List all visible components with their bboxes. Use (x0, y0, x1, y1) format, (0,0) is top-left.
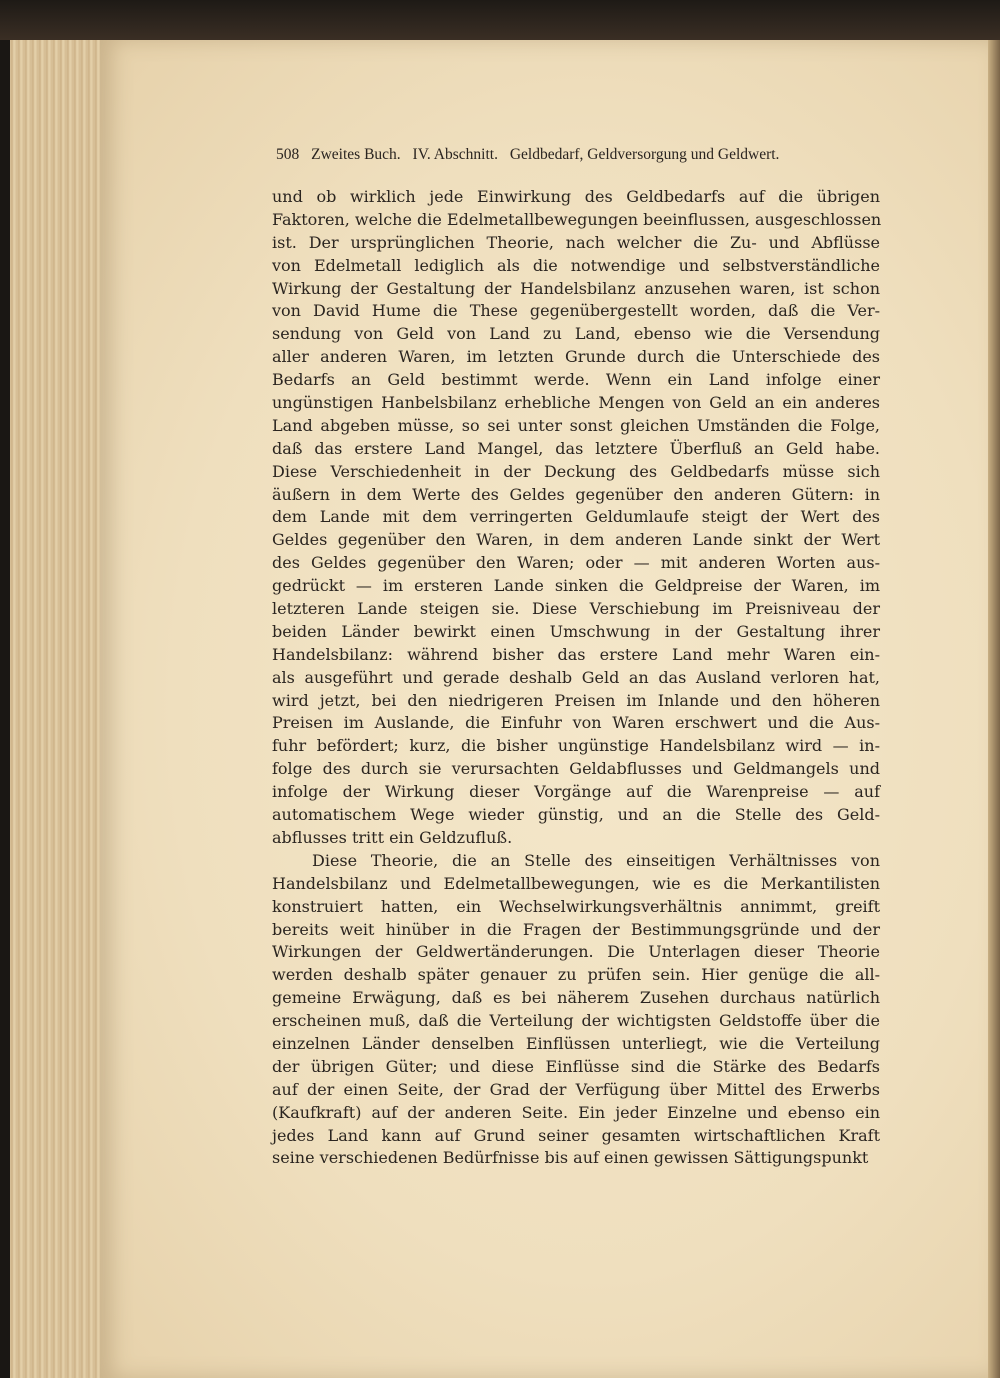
text-line: sendung von Geld von Land zu Land, ebenso wie die Versendung (272, 324, 880, 344)
header-section: IV. Abschnitt. (412, 146, 498, 163)
body-text (272, 186, 880, 1170)
paragraph-1 (272, 186, 880, 850)
text-line: automatischem Wege wieder günstig, und an die Stelle des Geld- (272, 805, 880, 825)
text-line: erscheinen muß, daß die Verteilung der wichtigsten Geldstoffe über die (272, 1011, 880, 1031)
text-line: gemeine Erwägung, daß es bei näherem Zusehen durchaus natürlich (272, 988, 880, 1008)
text-line: werden deshalb später genauer zu prüfen sein. Hier genüge die all- (272, 965, 880, 985)
text-line: und ob wirklich jede Einwirkung des Geldbedarfs auf die übrigen (272, 187, 880, 206)
text-line: seine verschiedenen Bedürfnisse bis auf einen gewissen Sättigungspunkt (272, 1148, 869, 1168)
text-line: auf der einen Seite, der Grad der Verfügung über Mittel des Erwerbs (272, 1079, 880, 1099)
text-line: ungünstigen Hanbelsbilanz erhebliche Mengen von Geld an ein anderes (272, 393, 880, 413)
book-spine (0, 40, 10, 1378)
text-line: Land abgeben müsse, so sei unter sonst gleichen Umständen die Folge, (272, 415, 880, 435)
text-line: Handelsbilanz und Edelmetallbewegungen, wie es die Merkantilisten (272, 873, 880, 893)
text-line: konstruiert hatten, ein Wechselwirkungsverhältnis annimmt, greift (272, 896, 880, 916)
page-edges (10, 40, 111, 1378)
text-line: folge des durch sie verursachten Geldabflusses und Geldmangels und (272, 759, 880, 779)
text-line: als ausgeführt und gerade deshalb Geld an das Ausland verloren hat, (272, 667, 880, 687)
book-cover-top (0, 0, 1000, 40)
text-line: (Kaufkraft) auf der anderen Seite. Ein jeder Einzelne und ebenso ein (272, 1102, 880, 1122)
text-line: Wirkung der Gestaltung der Handelsbilanz anzusehen waren, ist schon (272, 278, 880, 298)
text-line: Diese Theorie, die an Stelle des einseitigen Verhältnisses von (312, 850, 880, 870)
text-line: Handelsbilanz: während bisher das erstere Land mehr Waren ein- (272, 644, 880, 664)
text-line: von David Hume die These gegenübergestellt worden, daß die Ver- (272, 301, 880, 321)
text-line: wird jetzt, bei den niedrigeren Preisen im Inlande und den höheren (272, 690, 880, 710)
text-line: beiden Länder bewirkt einen Umschwung in der Gestaltung ihrer (272, 621, 880, 641)
text-line: jedes Land kann auf Grund seiner gesamten wirtschaftlichen Kraft (272, 1125, 880, 1145)
text-line: Bedarfs an Geld bestimmt werde. Wenn ein Land infolge einer (272, 370, 880, 390)
paragraph-2 (272, 850, 880, 1170)
text-line: Preisen im Auslande, die Einfuhr von Waren erschwert und die Aus- (272, 713, 880, 733)
text-line: Wirkungen der Geldwertänderungen. Die Unterlagen dieser Theorie (272, 942, 880, 962)
text-line: von Edelmetall lediglich als die notwendige und selbstverständliche (272, 255, 880, 275)
text-line: Faktoren, welche die Edelmetallbewegungen beeinflussen, ausgeschlossen (272, 209, 882, 229)
text-line: aller anderen Waren, im letzten Grunde durch die Unterschiede des (272, 347, 880, 367)
header-book: Zweites Buch. (311, 146, 401, 163)
page-right-edge (988, 40, 1000, 1378)
text-line: dem Lande mit dem verringerten Geldumlaufe steigt der Wert des (272, 507, 880, 527)
text-line: der übrigen Güter; und diese Einflüsse sind die Stärke des Bedarfs (272, 1056, 880, 1076)
text-line: bereits weit hinüber in die Fragen der Bestimmungsgründe und der (272, 919, 880, 939)
text-line: abflusses tritt ein Geldzufluß. (272, 827, 513, 847)
text-line: Geldes gegenüber den Waren, in dem anderen Lande sinkt der Wert (272, 530, 880, 550)
text-line: letzteren Lande steigen sie. Diese Verschiebung im Preisniveau der (272, 599, 880, 619)
text-line: daß das erstere Land Mangel, das letztere Überfluß an Geld habe. (272, 438, 880, 458)
running-header (276, 146, 876, 164)
text-line: äußern in dem Werte des Geldes gegenüber den anderen Gütern: in (272, 484, 880, 504)
text-line: einzelnen Länder denselben Einflüssen unterliegt, wie die Verteilung (272, 1033, 880, 1053)
text-line: gedrückt — im ersteren Lande sinken die Geldpreise der Waren, im (272, 576, 880, 596)
text-line: ist. Der ursprünglichen Theorie, nach welcher die Zu- und Abflüsse (272, 232, 880, 252)
text-line: infolge der Wirkung dieser Vorgänge auf die Warenpreise — auf (272, 782, 880, 802)
header-title: Geldbedarf, Geldversorgung und Geldwert. (509, 146, 780, 163)
text-line: fuhr befördert; kurz, die bisher ungünstige Handelsbilanz wird — in- (272, 736, 880, 756)
page-number: 508 (276, 146, 300, 163)
text-line: Diese Verschiedenheit in der Deckung des Geldbedarfs müsse sich (272, 461, 880, 481)
text-line: des Geldes gegenüber den Waren; oder — mit anderen Worten aus- (272, 553, 880, 573)
